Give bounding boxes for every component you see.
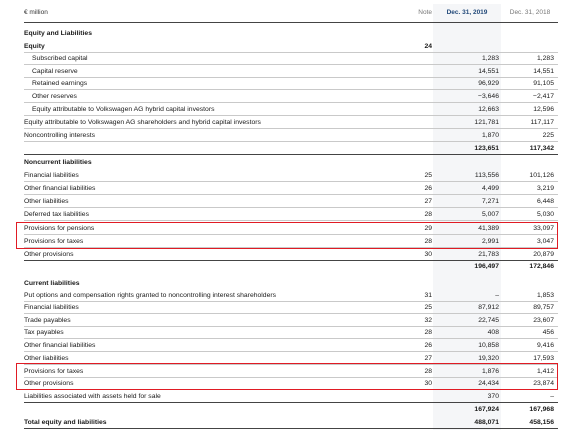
table-row (24, 104, 558, 116)
row-value-2018: 1,412 (536, 368, 554, 375)
row-note: 29 (424, 225, 432, 232)
row-note: 28 (424, 211, 432, 218)
row-label: Total equity and liabilities (24, 419, 107, 426)
row-label: Other reserves (32, 93, 77, 100)
row-label: Tax payables (24, 329, 64, 336)
row-value-2019: 408 (487, 329, 499, 336)
row-value-2019: 87,912 (478, 304, 499, 311)
row-value-2019: 4,499 (481, 185, 499, 192)
row-value-2018: 3,219 (536, 185, 554, 192)
row-note: 28 (424, 238, 432, 245)
row-value-2019: 19,320 (478, 355, 499, 362)
row-label: Capital reserve (32, 68, 78, 75)
row-label: Provisions for taxes (24, 238, 84, 245)
table-row (24, 290, 558, 302)
row-label: Provisions for pensions (24, 225, 95, 232)
row-note: 26 (424, 342, 432, 349)
table-row (24, 170, 558, 182)
row-value-2019: 24,434 (478, 380, 499, 387)
row-note: 31 (424, 292, 432, 299)
row-value-2019: 167,924 (474, 406, 499, 413)
table-row (24, 183, 558, 195)
row-note: 25 (424, 304, 432, 311)
row-label: Other financial liabilities (24, 342, 96, 349)
table-row (24, 66, 558, 78)
table-row (24, 41, 558, 53)
table-row (24, 196, 558, 208)
row-value-2019: 2,991 (481, 238, 499, 245)
row-label: Financial liabilities (24, 172, 79, 179)
row-value-2019: 1,876 (481, 368, 499, 375)
table-row (24, 117, 558, 129)
row-label: Deferred tax liabilities (24, 211, 89, 218)
row-value-2018: −2,417 (533, 93, 554, 100)
row-value-2019: 7,271 (481, 198, 499, 205)
row-value-2019: 1,283 (481, 55, 499, 62)
table-row (24, 417, 558, 429)
table-row (24, 249, 558, 261)
row-value-2018: 3,047 (536, 238, 554, 245)
row-value-2018: 117,342 (529, 145, 554, 152)
row-label: Subscribed capital (32, 55, 88, 62)
row-label: Current liabilities (24, 280, 80, 287)
row-value-2019: – (495, 292, 499, 299)
row-value-2018: 6,448 (536, 198, 554, 205)
row-label: Other provisions (24, 251, 74, 258)
row-value-2019: −3,646 (478, 93, 499, 100)
table-row (24, 130, 558, 142)
highlight-box-current-provisions (16, 363, 558, 390)
table-row (24, 91, 558, 103)
table-row (24, 278, 558, 290)
table-row (24, 404, 558, 416)
row-value-2019: 113,556 (474, 172, 499, 179)
row-value-2019: 96,929 (478, 80, 499, 87)
row-note: 25 (424, 172, 432, 179)
row-value-2018: 456 (542, 329, 554, 336)
table-row (24, 340, 558, 352)
row-value-2018: 458,156 (529, 419, 554, 426)
row-value-2018: 225 (542, 132, 554, 139)
row-value-2018: 101,126 (529, 172, 554, 179)
row-value-2018: 23,607 (533, 317, 554, 324)
row-value-2018: 117,117 (530, 119, 554, 126)
row-value-2019: 5,007 (481, 211, 499, 218)
row-value-2019: 22,745 (478, 317, 499, 324)
row-value-2018: – (550, 393, 554, 400)
row-note: 28 (424, 329, 432, 336)
row-value-2018: 172,846 (529, 263, 554, 270)
row-note: 27 (424, 355, 432, 362)
table-row (24, 327, 558, 339)
table-row (24, 157, 558, 169)
row-value-2019: 12,663 (478, 106, 499, 113)
row-label: Financial liabilities (24, 304, 79, 311)
row-value-2018: 1,283 (536, 55, 554, 62)
highlight-box-noncurrent-provisions (16, 222, 558, 249)
row-value-2018: 12,596 (533, 106, 554, 113)
unit-label: € million (24, 9, 48, 16)
row-label: Equity and Liabilities (24, 30, 92, 37)
dec-2018-column-header: Dec. 31, 2018 (509, 9, 551, 16)
row-label: Other financial liabilities (24, 185, 96, 192)
row-label: Retained earnings (32, 80, 88, 87)
row-value-2019: 1,870 (481, 132, 499, 139)
header-rule (24, 22, 558, 23)
row-value-2019: 123,651 (474, 145, 499, 152)
row-value-2019: 21,783 (478, 251, 499, 258)
row-label: Other liabilities (24, 198, 69, 205)
table-row (24, 143, 558, 155)
row-label: Noncontrolling interests (24, 132, 96, 139)
row-note: 24 (424, 43, 432, 50)
row-note: 30 (424, 251, 432, 258)
row-label: Noncurrent liabilities (24, 159, 92, 166)
row-value-2019: 488,071 (474, 419, 499, 426)
row-value-2018: 23,874 (533, 380, 554, 387)
row-value-2019: 10,858 (478, 342, 499, 349)
row-label: Trade payables (24, 317, 71, 324)
row-note: 30 (424, 380, 432, 387)
row-note: 26 (424, 185, 432, 192)
row-value-2018: 17,593 (533, 355, 554, 362)
row-value-2019: 370 (487, 393, 499, 400)
row-note: 32 (424, 317, 432, 324)
row-label: Other provisions (24, 380, 74, 387)
row-label: Put options and compensation rights granted to noncontrolling interest shareholders (24, 292, 277, 299)
table-row (24, 302, 558, 314)
table-row (24, 391, 558, 403)
row-label: Provisions for taxes (24, 368, 84, 375)
table-row (24, 261, 558, 273)
dec-2019-column-header: Dec. 31, 2019 (446, 9, 488, 16)
row-value-2018: 5,030 (536, 211, 554, 218)
row-label: Equity attributable to Volkswagen AG shareholders and hybrid capital investors (24, 119, 261, 126)
row-label: Liabilities associated with assets held for sale (24, 393, 161, 400)
row-note: 28 (424, 368, 432, 375)
note-column-header: Note (418, 9, 432, 16)
row-value-2018: 20,879 (533, 251, 554, 258)
row-label: Equity (24, 43, 45, 50)
row-value-2018: 167,968 (529, 406, 554, 413)
table-row (24, 315, 558, 327)
row-label: Other liabilities (24, 355, 69, 362)
row-value-2018: 9,416 (536, 342, 554, 349)
row-value-2018: 33,097 (533, 225, 554, 232)
table-row (24, 209, 558, 221)
row-value-2018: 89,757 (533, 304, 554, 311)
table-row (24, 28, 558, 40)
row-value-2019: 14,551 (478, 68, 499, 75)
row-note: 27 (424, 198, 432, 205)
row-value-2019: 41,389 (478, 225, 499, 232)
row-label: Equity attributable to Volkswagen AG hybrid capital investors (32, 106, 215, 113)
row-value-2018: 1,853 (536, 292, 554, 299)
row-value-2019: 196,497 (474, 263, 499, 270)
row-value-2019: 121,781 (474, 119, 499, 126)
table-row (24, 78, 558, 90)
table-row (24, 53, 558, 65)
row-value-2018: 14,551 (533, 68, 554, 75)
row-value-2018: 91,105 (533, 80, 554, 87)
